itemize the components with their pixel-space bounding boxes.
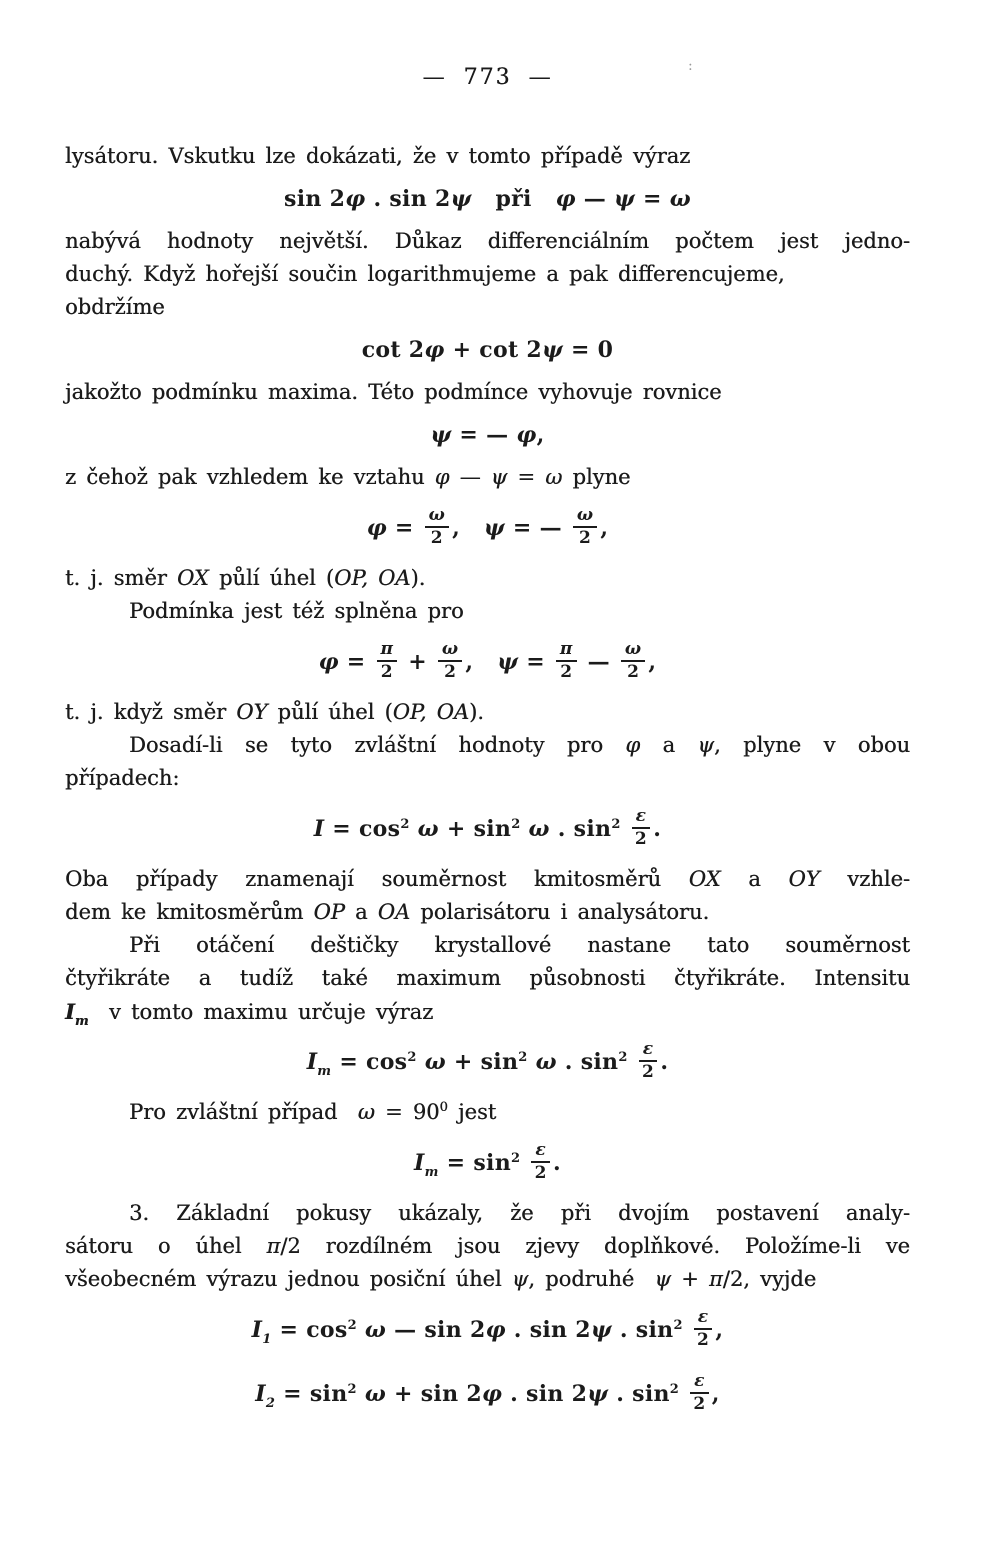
text-segment: . sin (611, 1317, 674, 1343)
text-segment: půlí úhel ( (267, 700, 393, 724)
fraction-denominator: 2 (697, 1330, 710, 1350)
text-segment: 3. Základní pokusy ukázaly, že při dvojím postavení analy- (129, 1201, 910, 1225)
equation (65, 1364, 910, 1424)
math-symbol: φ (555, 186, 576, 212)
math-symbol: ω (669, 186, 691, 212)
math-symbol: I (251, 1317, 263, 1343)
math-fraction (377, 641, 398, 681)
text-segment: , (715, 1317, 724, 1343)
text-segment: z čehož pak vzhledem ke vztahu (65, 465, 435, 489)
text-blocks (65, 140, 910, 1424)
math-symbol: ψ (490, 465, 508, 489)
math-symbol: ψ (497, 649, 519, 675)
text-segment: ). (410, 566, 426, 590)
equation (65, 177, 910, 221)
text-segment: plyne (562, 465, 631, 489)
math-symbol: ω (364, 1317, 387, 1343)
text-segment: = — (451, 422, 517, 448)
text-segment: ). (469, 700, 484, 724)
paragraph-line (65, 696, 910, 729)
text-segment: , plyne v obou (713, 733, 911, 757)
math-symbol: m (424, 1165, 439, 1180)
text-segment: + (671, 1267, 709, 1291)
text-segment: . (552, 1150, 561, 1176)
fraction-numerator: ε (639, 1041, 658, 1062)
math-symbol: ψ (542, 337, 564, 363)
math-symbol: m (74, 1014, 89, 1029)
text-segment: polarisátoru i analysátoru. (410, 900, 710, 924)
text-segment: jest (447, 1100, 497, 1124)
math-symbol: ψ (590, 1317, 612, 1343)
text-segment: = cos (271, 1317, 348, 1343)
equation (65, 632, 910, 692)
math-symbol: φ (481, 1381, 503, 1407)
fraction-numerator: ε (690, 1373, 709, 1394)
paragraph-line (65, 762, 910, 795)
fraction-numerator: π (556, 641, 577, 662)
text-segment: . sin (608, 1381, 670, 1407)
scan-artifact-mark: : (688, 58, 693, 74)
text-segment: dem ke kmitosměrům (65, 900, 314, 924)
text-segment: Oba případy znamenají souměrnost kmitosměrů (65, 867, 689, 891)
text-segment: sin 2 (284, 186, 346, 212)
math-fraction (632, 808, 651, 848)
text-segment: = — (504, 515, 570, 541)
paragraph-line (65, 1230, 910, 1263)
math-fraction (438, 641, 463, 681)
text-segment: . (660, 1049, 669, 1075)
text-segment: 2 (669, 1382, 680, 1397)
fraction-numerator: π (377, 641, 398, 662)
text-segment: 2 (511, 1151, 521, 1166)
math-symbol: φ (345, 186, 366, 212)
math-symbol: π (708, 1267, 723, 1291)
text-segment: = sin (438, 1150, 511, 1176)
math-symbol: φ (434, 465, 450, 489)
math-fraction (425, 507, 450, 547)
math-symbol: I (255, 1381, 266, 1407)
math-fraction (573, 507, 598, 547)
paragraph-line (65, 1197, 910, 1230)
math-symbol: ω (545, 465, 563, 489)
text-segment: 2 (611, 817, 621, 832)
text-segment (528, 1049, 536, 1075)
text-segment: sátoru o úhel (65, 1234, 267, 1258)
text-segment (679, 1381, 687, 1407)
text-segment: 2 (347, 1318, 357, 1333)
math-fraction (621, 641, 646, 681)
paragraph-line (65, 376, 910, 409)
text-segment: /2, vyjde (722, 1267, 817, 1291)
text-segment: , (711, 1381, 720, 1407)
text-segment: — sin 2 (386, 1317, 486, 1343)
text-segment: 2 (347, 1382, 357, 1397)
text-segment: nabývá hodnoty největší. Důkaz differenciálním počtem jest jedno- (65, 229, 910, 253)
math-symbol: OP, OA (334, 566, 411, 590)
paragraph-line (65, 962, 910, 995)
text-segment: , podruhé (528, 1267, 655, 1291)
math-symbol: ω (357, 1100, 375, 1124)
text-segment: = (507, 465, 546, 489)
text-segment: . sin 2 (365, 186, 451, 212)
math-symbol: ψ (430, 422, 452, 448)
page-content (65, 64, 910, 1428)
text-segment: , (648, 649, 657, 675)
fraction-denominator: 2 (579, 528, 592, 548)
math-symbol: OY (788, 867, 820, 891)
math-symbol: ω (424, 1049, 446, 1075)
math-symbol: ω (364, 1381, 387, 1407)
text-segment: Dosadí-li se tyto zvláštní hodnoty pro (129, 733, 626, 757)
math-symbol: ψ (654, 1267, 671, 1291)
paragraph-line (65, 1263, 910, 1296)
math-symbol: 2 (265, 1396, 276, 1411)
equation (65, 498, 910, 558)
fraction-denominator: 2 (634, 829, 648, 849)
fraction-denominator: 2 (430, 528, 443, 548)
equation (65, 1133, 910, 1193)
math-symbol: ψ (511, 1267, 529, 1291)
text-segment: lysátoru. Vskutku lze dokázati, že v tomto případě výraz (65, 144, 691, 168)
math-symbol: OX (688, 867, 721, 891)
text-segment: = sin (275, 1381, 348, 1407)
math-symbol: φ (625, 733, 641, 757)
text-segment: , (452, 515, 484, 541)
text-segment: cot 2 (361, 337, 425, 363)
text-segment (417, 1049, 425, 1075)
math-symbol: π (266, 1234, 281, 1258)
text-segment: = cos (324, 816, 401, 842)
fraction-numerator: ω (621, 641, 646, 662)
text-segment: obdržíme (65, 295, 165, 319)
text-segment: všeobecném výrazu jednou posiční úhel (65, 1267, 512, 1291)
equation (65, 1300, 910, 1360)
math-symbol: ψ (614, 186, 636, 212)
text-segment: = (386, 515, 422, 541)
math-symbol: m (317, 1064, 332, 1079)
fraction-numerator: ω (573, 507, 598, 528)
paragraph-line (65, 595, 910, 628)
math-symbol: OP, OA (392, 700, 470, 724)
text-segment: a (720, 867, 789, 891)
text-segment: t. j. když směr (65, 700, 237, 724)
text-segment: , (465, 649, 498, 675)
text-segment (357, 1381, 365, 1407)
text-segment: 2 (400, 817, 410, 832)
text-segment: 2 (511, 817, 521, 832)
text-segment: . (653, 816, 662, 842)
text-segment: a (640, 733, 698, 757)
fraction-denominator: 2 (444, 662, 457, 682)
math-symbol: I (313, 816, 325, 842)
math-symbol: ψ (587, 1381, 609, 1407)
paragraph-line (65, 562, 910, 595)
text-segment: 2 (673, 1318, 683, 1333)
text-segment: t. j. směr (65, 566, 177, 590)
paragraph-line (65, 729, 910, 762)
paragraph-line (65, 225, 910, 258)
text-segment: 0 (439, 1100, 448, 1115)
math-symbol: ω (528, 816, 550, 842)
math-fraction (694, 1309, 713, 1349)
math-symbol: φ (424, 337, 445, 363)
text-segment: . sin (549, 816, 612, 842)
text-segment: + (400, 649, 435, 675)
text-segment (521, 816, 529, 842)
text-segment: 2 (518, 1050, 528, 1065)
text-segment: = (338, 649, 374, 675)
text-segment: + sin 2 (386, 1381, 482, 1407)
text-segment: = 0 (563, 337, 614, 363)
math-symbol: ψ (697, 733, 714, 757)
math-symbol: OX (176, 566, 209, 590)
text-segment: = (635, 186, 670, 212)
math-symbol: 1 (262, 1332, 272, 1347)
text-segment (410, 816, 418, 842)
text-segment: — (579, 649, 618, 675)
text-segment: jakožto podmínku maxima. Této podmínce vyhovuje rovnice (65, 380, 722, 404)
text-segment: + sin (445, 1049, 519, 1075)
text-segment: — (449, 465, 491, 489)
paragraph-line (65, 995, 910, 1028)
math-fraction (690, 1373, 709, 1413)
fraction-denominator: 2 (560, 662, 573, 682)
paragraph-line (65, 461, 910, 494)
paragraph-line (65, 863, 910, 896)
text-segment: /2 rozdílném jsou zjevy doplňkové. Položíme-li ve (280, 1234, 910, 1258)
text-segment: + cot 2 (444, 337, 542, 363)
text-segment: + sin (438, 816, 512, 842)
math-symbol: ω (535, 1049, 557, 1075)
math-fraction (639, 1041, 658, 1081)
math-symbol: φ (366, 515, 387, 541)
paragraph-line (65, 929, 910, 962)
math-symbol: I (65, 999, 75, 1024)
paragraph-line (65, 896, 910, 929)
text-segment: vzhle- (819, 867, 910, 891)
fraction-denominator: 2 (693, 1394, 706, 1414)
text-segment (520, 1150, 528, 1176)
fraction-denominator: 2 (627, 662, 640, 682)
text-segment: . sin 2 (502, 1381, 588, 1407)
text-segment (621, 816, 629, 842)
text-segment (628, 1049, 636, 1075)
math-symbol: I (414, 1150, 425, 1176)
fraction-numerator: ε (531, 1142, 550, 1163)
paragraph-line (65, 258, 910, 291)
text-segment: půlí úhel ( (208, 566, 335, 590)
math-symbol: ψ (450, 186, 472, 212)
text-segment: Při otáčení deštičky krystallové nastane tato souměrnost (129, 933, 910, 957)
math-symbol: OP (313, 900, 345, 924)
equation (65, 328, 910, 372)
text-segment: 2 (407, 1050, 417, 1065)
fraction-numerator: ω (438, 641, 463, 662)
paragraph-line (65, 1096, 910, 1129)
math-symbol: φ (318, 649, 339, 675)
text-segment: , (600, 515, 609, 541)
text-segment: Pro zvláštní případ (129, 1100, 358, 1124)
text-segment: duchý. Když hořejší součin logarithmujeme a pak differencujeme, (65, 262, 785, 286)
math-symbol: OY (236, 700, 268, 724)
text-segment: Podmínka jest též splněna pro (129, 599, 464, 623)
math-symbol: I (306, 1049, 318, 1075)
equation (65, 799, 910, 859)
text-segment: = cos (331, 1049, 408, 1075)
text-segment: případech: (65, 766, 180, 790)
fraction-denominator: 2 (534, 1163, 547, 1183)
fraction-numerator: ω (425, 507, 450, 528)
text-segment: při (471, 186, 556, 212)
text-segment (683, 1317, 691, 1343)
fraction-numerator: ε (632, 808, 651, 829)
math-symbol: φ (485, 1317, 506, 1343)
text-segment: čtyřikráte a tudíž také maximum působnosti čtyřikráte. Intensitu (65, 966, 910, 990)
math-symbol: ω (417, 816, 439, 842)
text-segment: = 90 (374, 1100, 440, 1124)
text-segment: = (518, 649, 553, 675)
text-segment: 2 (618, 1050, 628, 1065)
math-fraction (531, 1142, 550, 1182)
paragraph-line (65, 291, 910, 324)
text-segment: a (344, 900, 378, 924)
math-symbol: ψ (483, 515, 505, 541)
math-symbol: φ (516, 422, 537, 448)
text-segment (357, 1317, 365, 1343)
text-segment: — (575, 186, 615, 212)
math-symbol: OA (377, 900, 411, 924)
fraction-denominator: 2 (641, 1062, 655, 1082)
equation (65, 413, 910, 457)
fraction-numerator: ε (694, 1309, 713, 1330)
page-number: — 773 — (422, 65, 553, 90)
fraction-denominator: 2 (380, 662, 393, 682)
math-fraction (556, 641, 577, 681)
text-segment: , (536, 422, 545, 448)
equation (65, 1032, 910, 1092)
text-segment: . sin 2 (505, 1317, 591, 1343)
paragraph-line (65, 140, 910, 173)
text-segment: . sin (556, 1049, 619, 1075)
text-segment: v tomto maximu určuje výraz (88, 1000, 434, 1024)
